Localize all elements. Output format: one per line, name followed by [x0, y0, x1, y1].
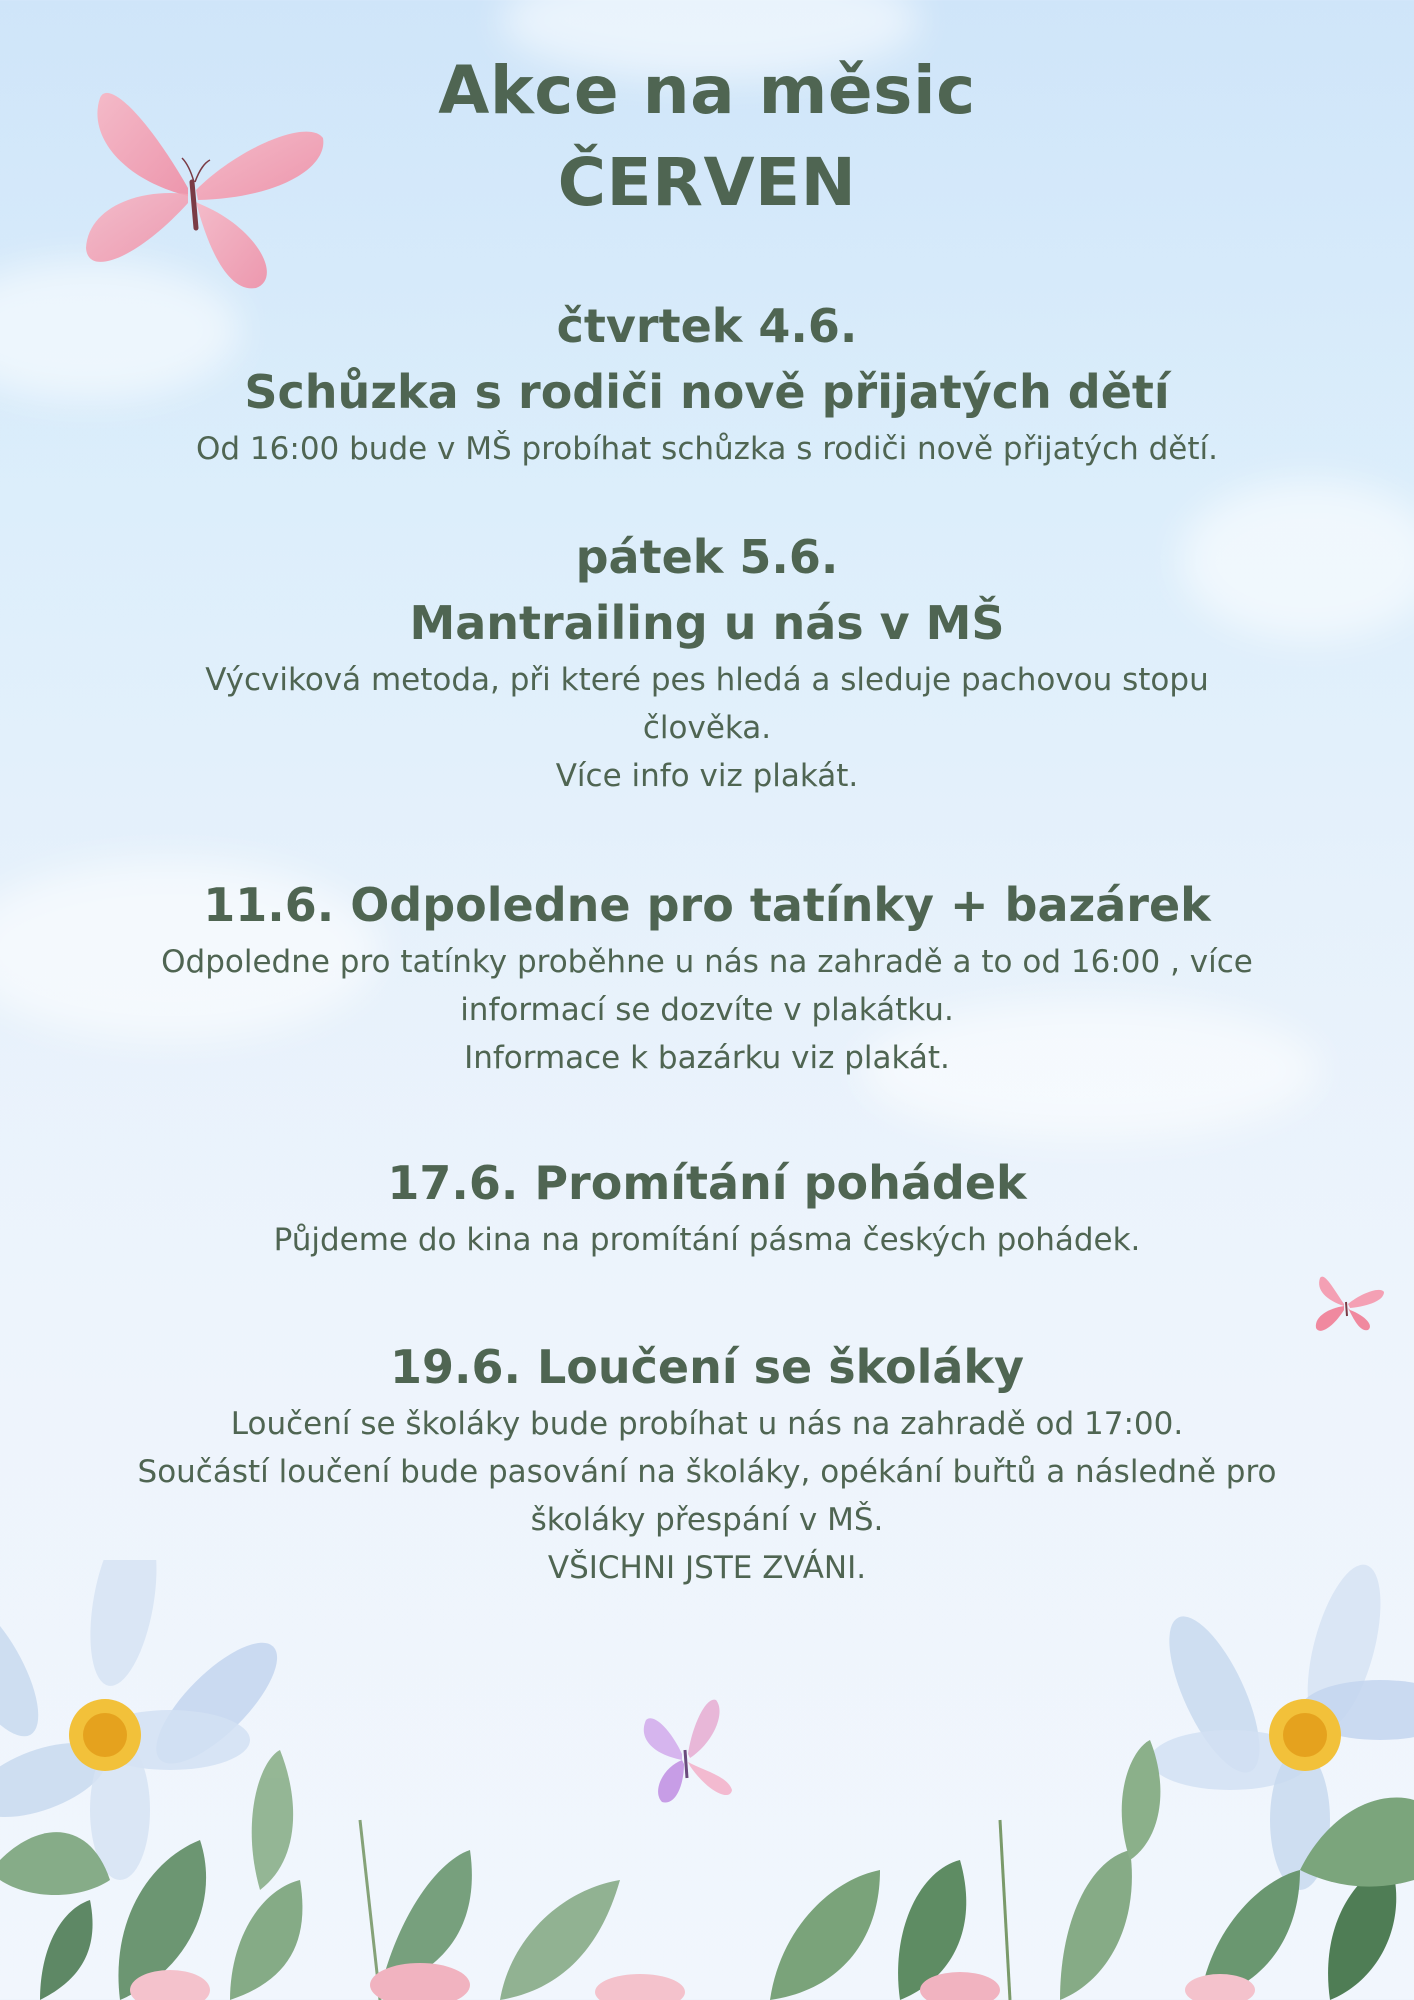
page-title: Akce na měsic	[438, 52, 976, 129]
event-title: 11.6. Odpoledne pro tatínky + bazárek	[203, 878, 1211, 932]
page-subtitle-month: ČERVEN	[557, 144, 857, 221]
butterfly-icon	[78, 78, 328, 298]
event-title: 17.6. Promítání pohádek	[387, 1156, 1027, 1210]
event-day: pátek 5.6.	[575, 530, 839, 584]
event-day: čtvrtek 4.6.	[556, 299, 858, 353]
event-2	[40, 524, 1374, 800]
event-text: člověka.	[642, 710, 772, 746]
flower-border	[0, 1560, 1414, 2000]
flower-left	[0, 1560, 294, 1880]
event-title: 19.6. Loučení se školáky	[390, 1340, 1024, 1394]
event-text: Součástí loučení bude pasování na školáky, opékání buřtů a následně pro	[137, 1454, 1277, 1490]
event-1	[40, 293, 1374, 473]
event-5	[40, 1334, 1374, 1592]
event-4	[40, 1150, 1374, 1264]
butterfly-icon	[1310, 1268, 1386, 1336]
event-text: Od 16:00 bude v MŠ probíhat schůzka s rodiči nově přijatých dětí.	[196, 431, 1218, 467]
event-text: Loučení se školáky bude probíhat u nás na zahradě od 17:00.	[230, 1406, 1184, 1442]
event-text: Informace k bazárku viz plakát.	[464, 1040, 950, 1076]
event-text: Půjdeme do kina na promítání pásma českých pohádek.	[273, 1222, 1141, 1258]
event-title: Schůzka s rodiči nově přijatých dětí	[244, 365, 1170, 419]
event-text: VŠICHNI JSTE ZVÁNI.	[547, 1550, 867, 1586]
event-text: školáky přespání v MŠ.	[530, 1502, 884, 1538]
event-text: Výcviková metoda, při které pes hledá a sleduje pachovou stopu	[205, 662, 1209, 698]
event-3	[40, 872, 1374, 1082]
event-text: informací se dozvíte v plakátku.	[460, 992, 954, 1028]
event-title: Mantrailing u nás v MŠ	[409, 596, 1005, 650]
event-text: Odpoledne pro tatínky proběhne u nás na zahradě a to od 16:00 , více	[161, 944, 1253, 980]
event-text: Více info viz plakát.	[555, 758, 859, 794]
